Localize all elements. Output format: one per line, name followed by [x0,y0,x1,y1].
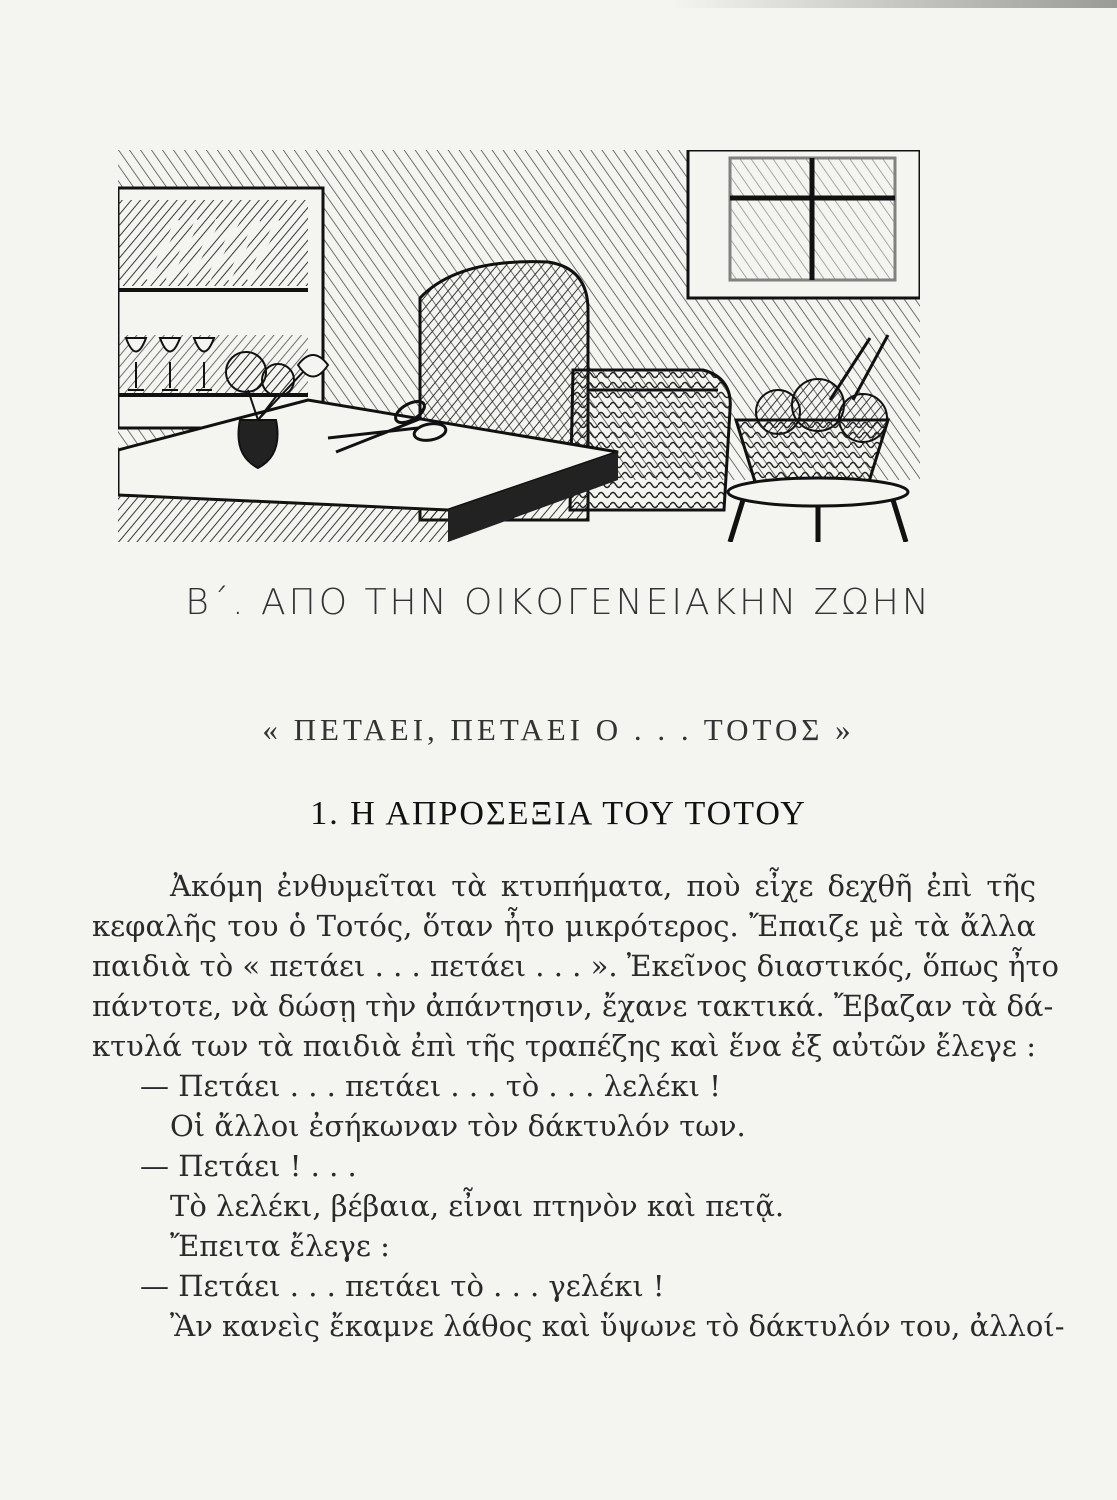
dialogue-line: Οἱ ἄλλοι ἐσήκωναν τὸν δάκτυλόν των. [170,1109,746,1143]
paragraph-line: πάντοτε, νὰ δώσῃ τὴν ἀπάντησιν, ἔχανε τακτικά. Ἔβαζαν τὰ δά- [92,989,1054,1023]
dialogue-line: — Πετάει ! . . . [140,1149,357,1183]
dialogue-line: Τὸ λελέκι, βέβαια, εἶναι πτηνὸν καὶ πετᾷ. [170,1189,785,1223]
chapter-title: 1. Η ΑΠΡΟΣΕΞΙΑ ΤΟΥ ΤΟΤΟΥ [310,795,807,832]
dialogue-line: Ἂν κανεὶς ἔκαμνε λάθος καὶ ὕψωνε τὸ δάκτυλόν του, ἀλλοί- [170,1309,1065,1343]
cupboard [118,188,323,428]
section-title: Β΄. ΑΠΟ ΤΗΝ ΟΙΚΟΓΕΝΕΙΑΚΗΝ ΖΩΗΝ [185,582,932,623]
page-top-edge [0,0,1117,8]
paragraph-line: κεφαλῆς του ὁ Τοτός, ὅταν ἦτο μικρότερος. Ἔπαιζε μὲ τὰ ἄλλα [92,909,1036,943]
living-room-illustration [118,150,920,542]
paragraph-line: παιδιὰ τὸ « πετάει . . . πετάει . . . ». Ἐκεῖνος διαστικός, ὅπως ἦτο [92,949,1059,983]
body-text [92,866,1065,1346]
story-title: « ΠΕΤΑΕΙ, ΠΕΤΑΕΙ Ο . . . ΤΟΤΟΣ » [262,712,855,747]
window [688,150,920,298]
paragraph-line: Ἀκόμη ἐνθυμεῖται τὰ κτυπήματα, ποὺ εἶχε δεχθῆ ἐπὶ τῆς [170,869,1036,903]
dialogue-line: — Πετάει . . . πετάει τὸ . . . γελέκι ! [140,1269,665,1303]
dialogue-line: Ἔπειτα ἔλεγε : [170,1229,390,1263]
dialogue-line: — Πετάει . . . πετάει . . . τὸ . . . λελέκι ! [140,1069,721,1103]
paragraph-line: κτυλά των τὰ παιδιὰ ἐπὶ τῆς τραπέζης καὶ ἕνα ἐξ αὐτῶν ἔλεγε : [92,1029,1036,1063]
